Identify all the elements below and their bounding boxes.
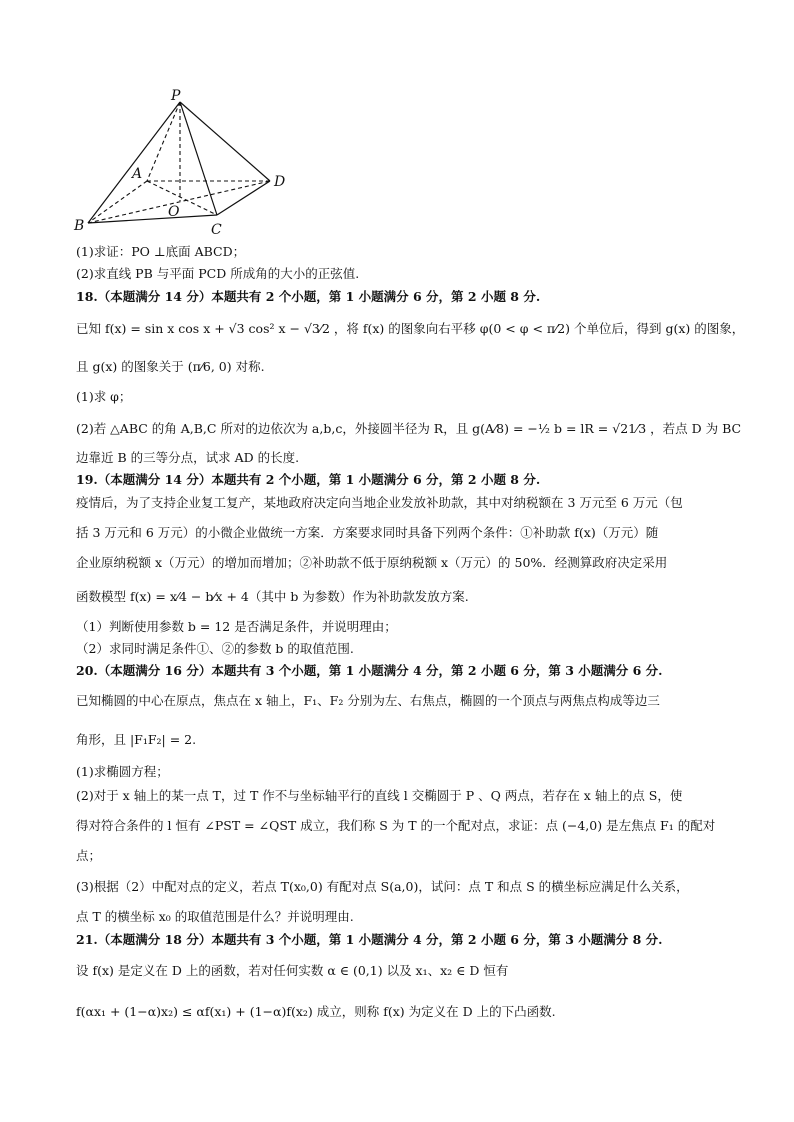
q19-line2: 括 3 万元和 6 万元）的小微企业做统一方案．方案要求同时具备下列两个条件：①补助款 f(x)（万元）随 — [76, 525, 659, 540]
q20-header: 20.（本题满分 16 分）本题共有 3 个小题，第 1 小题满分 4 分，第 2 小题 6 分，第 3 小题满分 6 分. — [76, 663, 663, 678]
label-D: D — [274, 174, 286, 190]
q17-part1: (1)求证：PO ⊥底面 ABCD； — [76, 244, 246, 259]
q20-part2-line2: 得对符合条件的 l 恒有 ∠PST = ∠QST 成立，我们称 S 为 T 的一个配对点，求证：点 (−4,0) 是左焦点 F₁ 的配对 — [76, 818, 716, 833]
q20-part3-line2: 点 T 的横坐标 x₀ 的取值范围是什么？并说明理由. — [76, 909, 354, 924]
q18-part1: (1)求 φ； — [76, 389, 132, 404]
q18-part2-line1: (2)若 △ABC 的角 A,B,C 所对的边依次为 a,b,c，外接圆半径为 R，且 g(A⁄8) = −½ b = lR = √21⁄3 ，若点 D 为 BC — [76, 421, 742, 436]
label-P: P — [171, 88, 181, 104]
q18-part2-line2: 边靠近 B 的三等分点，试求 AD 的长度. — [76, 450, 300, 465]
q17-part2: (2)求直线 PB 与平面 PCD 所成角的大小的正弦值. — [76, 266, 360, 281]
q21-line1: 设 f(x) 是定义在 D 上的函数，若对任何实数 α ∈ (0,1) 以及 x₁、x₂ ∈ D 恒有 — [76, 963, 509, 978]
label-O: O — [168, 204, 180, 220]
q20-part1: (1)求椭圆方程； — [76, 764, 169, 779]
q19-header: 19.（本题满分 14 分）本题共有 2 个小题，第 1 小题满分 6 分，第 2 小题 8 分. — [76, 472, 541, 487]
pyramid-figure — [70, 88, 300, 238]
q19-line4: 函数模型 f(x) = x⁄4 − b⁄x + 4（其中 b 为参数）作为补助款发放方案. — [76, 589, 469, 604]
q20-part2-line1: (2)对于 x 轴上的某一点 T，过 T 作不与坐标轴平行的直线 l 交椭圆于 P 、Q 两点，若存在 x 轴上的点 S，使 — [76, 788, 683, 803]
q18-header: 18.（本题满分 14 分）本题共有 2 个小题，第 1 小题满分 6 分，第 2 小题 8 分. — [76, 289, 541, 304]
q21-header: 21.（本题满分 18 分）本题共有 3 个小题，第 1 小题满分 4 分，第 2 小题 6 分，第 3 小题满分 8 分. — [76, 932, 663, 947]
q20-line2: 角形，且 |F₁F₂| = 2. — [76, 732, 197, 747]
label-B: B — [74, 218, 85, 234]
label-C: C — [211, 222, 222, 238]
q20-line1: 已知椭圆的中心在原点，焦点在 x 轴上，F₁、F₂ 分别为左、右焦点，椭圆的一个顶点与两焦点构成等边三 — [76, 693, 660, 708]
label-A: A — [132, 166, 143, 182]
q19-line1: 疫情后，为了支持企业复工复产，某地政府决定向当地企业发放补助款，其中对纳税额在 3 万元至 6 万元（包 — [76, 495, 683, 510]
q19-line3: 企业原纳税额 x（万元）的增加而增加；②补助款不低于原纳税额 x（万元）的 50%．经测算政府决定采用 — [76, 555, 668, 570]
q20-part2-line3: 点； — [76, 848, 102, 863]
diag-AC — [147, 181, 217, 215]
q19-part2: （2）求同时满足条件①、②的参数 b 的取值范围. — [76, 641, 354, 656]
q20-part3-line1: (3)根据（2）中配对点的定义，若点 T(x₀,0) 有配对点 S(a,0)，试问：点 T 和点 S 的横坐标应满足什么关系， — [76, 879, 689, 894]
edge-CD — [217, 181, 270, 215]
q18-line1: 已知 f(x) = sin x cos x + √3 cos² x − √3⁄2 ，将 f(x) 的图象向右平移 φ(0 < φ < π⁄2) 个单位后，得到 g(x) 的图象， — [76, 321, 745, 336]
q19-part1: （1）判断使用参数 b = 12 是否满足条件，并说明理由； — [76, 619, 397, 634]
q21-line2: f(αx₁ + (1−α)x₂) ≤ αf(x₁) + (1−α)f(x₂) 成立，则称 f(x) 为定义在 D 上的下凸函数. — [76, 1004, 556, 1019]
edge-PA — [147, 102, 180, 181]
q18-line2: 且 g(x) 的图象关于 (π⁄6, 0) 对称. — [76, 359, 265, 374]
edge-BC — [88, 215, 217, 223]
